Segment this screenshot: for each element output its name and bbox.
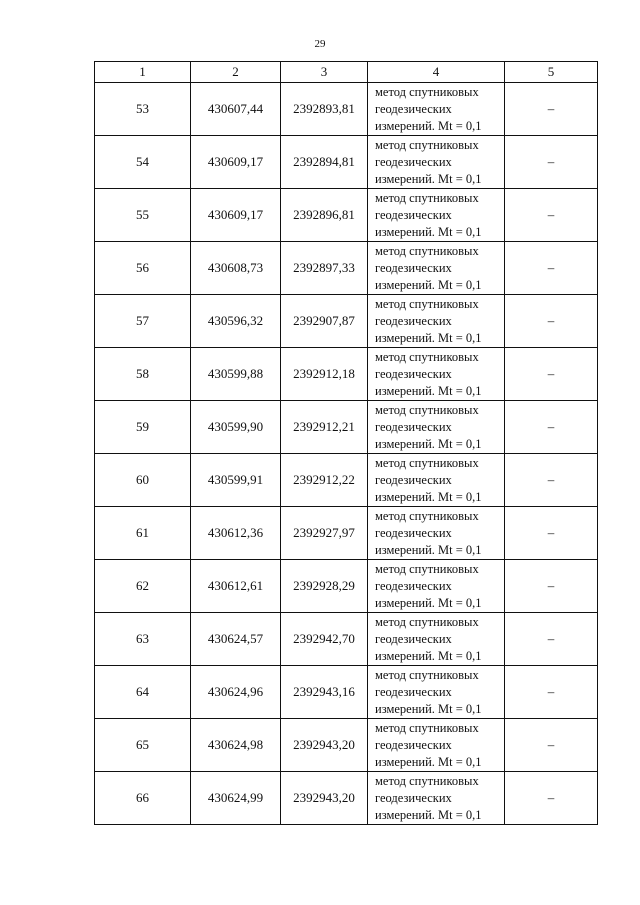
method-line: метод спутниковых (375, 137, 479, 152)
y-coordinate-cell: 2392897,33 (281, 242, 368, 295)
method-line: измерений. Mt = 0,1 (375, 330, 482, 345)
note-cell: – (505, 666, 598, 719)
table-row (95, 560, 598, 613)
method-cell (368, 136, 505, 189)
y-coordinate-cell: 2392893,81 (281, 83, 368, 136)
point-number-cell: 56 (95, 242, 191, 295)
method-line: метод спутниковых (375, 296, 479, 311)
method-cell (368, 242, 505, 295)
method-line: метод спутниковых (375, 667, 479, 682)
y-coordinate-cell: 2392912,22 (281, 454, 368, 507)
method-line: измерений. Mt = 0,1 (375, 383, 482, 398)
method-line: метод спутниковых (375, 190, 479, 205)
method-cell (368, 401, 505, 454)
x-coordinate-cell: 430612,61 (191, 560, 281, 613)
x-coordinate-cell: 430609,17 (191, 189, 281, 242)
point-number-cell: 55 (95, 189, 191, 242)
note-cell: – (505, 507, 598, 560)
method-line: метод спутниковых (375, 455, 479, 470)
note-cell: – (505, 719, 598, 772)
table-row (95, 666, 598, 719)
method-line: геодезических (375, 684, 452, 699)
method-cell (368, 560, 505, 613)
method-line: геодезических (375, 260, 452, 275)
table-row (95, 136, 598, 189)
y-coordinate-cell: 2392912,18 (281, 348, 368, 401)
point-number-cell: 54 (95, 136, 191, 189)
y-coordinate-cell: 2392942,70 (281, 613, 368, 666)
y-coordinate-cell: 2392928,29 (281, 560, 368, 613)
note-cell: – (505, 242, 598, 295)
point-number-cell: 59 (95, 401, 191, 454)
y-coordinate-cell: 2392927,97 (281, 507, 368, 560)
method-line: измерений. Mt = 0,1 (375, 701, 482, 716)
table-row (95, 719, 598, 772)
x-coordinate-cell: 430609,17 (191, 136, 281, 189)
method-cell (368, 295, 505, 348)
method-cell (368, 83, 505, 136)
table-row (95, 613, 598, 666)
table-row (95, 83, 598, 136)
coordinates-table (94, 61, 598, 825)
note-cell: – (505, 189, 598, 242)
x-coordinate-cell: 430608,73 (191, 242, 281, 295)
table-body (95, 83, 598, 825)
method-line: метод спутниковых (375, 508, 479, 523)
note-cell: – (505, 613, 598, 666)
point-number-cell: 63 (95, 613, 191, 666)
x-coordinate-cell: 430624,96 (191, 666, 281, 719)
point-number-cell: 58 (95, 348, 191, 401)
method-line: метод спутниковых (375, 720, 479, 735)
column-header-5: 5 (505, 62, 598, 83)
x-coordinate-cell: 430612,36 (191, 507, 281, 560)
point-number-cell: 60 (95, 454, 191, 507)
method-line: метод спутниковых (375, 402, 479, 417)
note-cell: – (505, 401, 598, 454)
x-coordinate-cell: 430624,98 (191, 719, 281, 772)
method-line: измерений. Mt = 0,1 (375, 277, 482, 292)
method-line: геодезических (375, 101, 452, 116)
y-coordinate-cell: 2392894,81 (281, 136, 368, 189)
point-number-cell: 65 (95, 719, 191, 772)
method-line: измерений. Mt = 0,1 (375, 595, 482, 610)
method-line: геодезических (375, 154, 452, 169)
x-coordinate-cell: 430596,32 (191, 295, 281, 348)
table-row (95, 348, 598, 401)
x-coordinate-cell: 430607,44 (191, 83, 281, 136)
note-cell: – (505, 295, 598, 348)
method-cell (368, 666, 505, 719)
x-coordinate-cell: 430599,88 (191, 348, 281, 401)
method-line: измерений. Mt = 0,1 (375, 489, 482, 504)
column-header-3: 3 (281, 62, 368, 83)
method-cell (368, 772, 505, 825)
point-number-cell: 57 (95, 295, 191, 348)
method-line: геодезических (375, 631, 452, 646)
method-line: измерений. Mt = 0,1 (375, 436, 482, 451)
method-line: геодезических (375, 525, 452, 540)
table-row (95, 401, 598, 454)
y-coordinate-cell: 2392943,16 (281, 666, 368, 719)
column-header-2: 2 (191, 62, 281, 83)
x-coordinate-cell: 430624,57 (191, 613, 281, 666)
method-cell (368, 454, 505, 507)
method-line: метод спутниковых (375, 84, 479, 99)
method-line: измерений. Mt = 0,1 (375, 807, 482, 822)
method-line: геодезических (375, 419, 452, 434)
method-cell (368, 507, 505, 560)
y-coordinate-cell: 2392943,20 (281, 772, 368, 825)
method-line: метод спутниковых (375, 561, 479, 576)
point-number-cell: 53 (95, 83, 191, 136)
y-coordinate-cell: 2392896,81 (281, 189, 368, 242)
method-line: геодезических (375, 578, 452, 593)
note-cell: – (505, 83, 598, 136)
table-row (95, 189, 598, 242)
method-cell (368, 189, 505, 242)
x-coordinate-cell: 430624,99 (191, 772, 281, 825)
point-number-cell: 62 (95, 560, 191, 613)
point-number-cell: 61 (95, 507, 191, 560)
method-line: метод спутниковых (375, 773, 479, 788)
method-line: геодезических (375, 737, 452, 752)
method-line: измерений. Mt = 0,1 (375, 542, 482, 557)
method-line: геодезических (375, 472, 452, 487)
table-row (95, 772, 598, 825)
method-line: геодезических (375, 207, 452, 222)
note-cell: – (505, 454, 598, 507)
note-cell: – (505, 136, 598, 189)
point-number-cell: 66 (95, 772, 191, 825)
note-cell: – (505, 772, 598, 825)
method-cell (368, 613, 505, 666)
method-line: измерений. Mt = 0,1 (375, 171, 482, 186)
method-line: метод спутниковых (375, 243, 479, 258)
table-row (95, 454, 598, 507)
column-header-1: 1 (95, 62, 191, 83)
point-number-cell: 64 (95, 666, 191, 719)
method-line: геодезических (375, 366, 452, 381)
method-line: измерений. Mt = 0,1 (375, 648, 482, 663)
method-line: метод спутниковых (375, 349, 479, 364)
method-line: метод спутниковых (375, 614, 479, 629)
method-cell (368, 348, 505, 401)
x-coordinate-cell: 430599,90 (191, 401, 281, 454)
table-row (95, 507, 598, 560)
header-row (95, 62, 598, 83)
note-cell: – (505, 560, 598, 613)
y-coordinate-cell: 2392912,21 (281, 401, 368, 454)
page-number: 29 (314, 38, 326, 50)
y-coordinate-cell: 2392943,20 (281, 719, 368, 772)
method-line: геодезических (375, 313, 452, 328)
method-cell (368, 719, 505, 772)
method-line: геодезических (375, 790, 452, 805)
table-row (95, 242, 598, 295)
table-row (95, 295, 598, 348)
note-cell: – (505, 348, 598, 401)
method-line: измерений. Mt = 0,1 (375, 118, 482, 133)
method-line: измерений. Mt = 0,1 (375, 754, 482, 769)
y-coordinate-cell: 2392907,87 (281, 295, 368, 348)
method-line: измерений. Mt = 0,1 (375, 224, 482, 239)
x-coordinate-cell: 430599,91 (191, 454, 281, 507)
column-header-4: 4 (368, 62, 505, 83)
